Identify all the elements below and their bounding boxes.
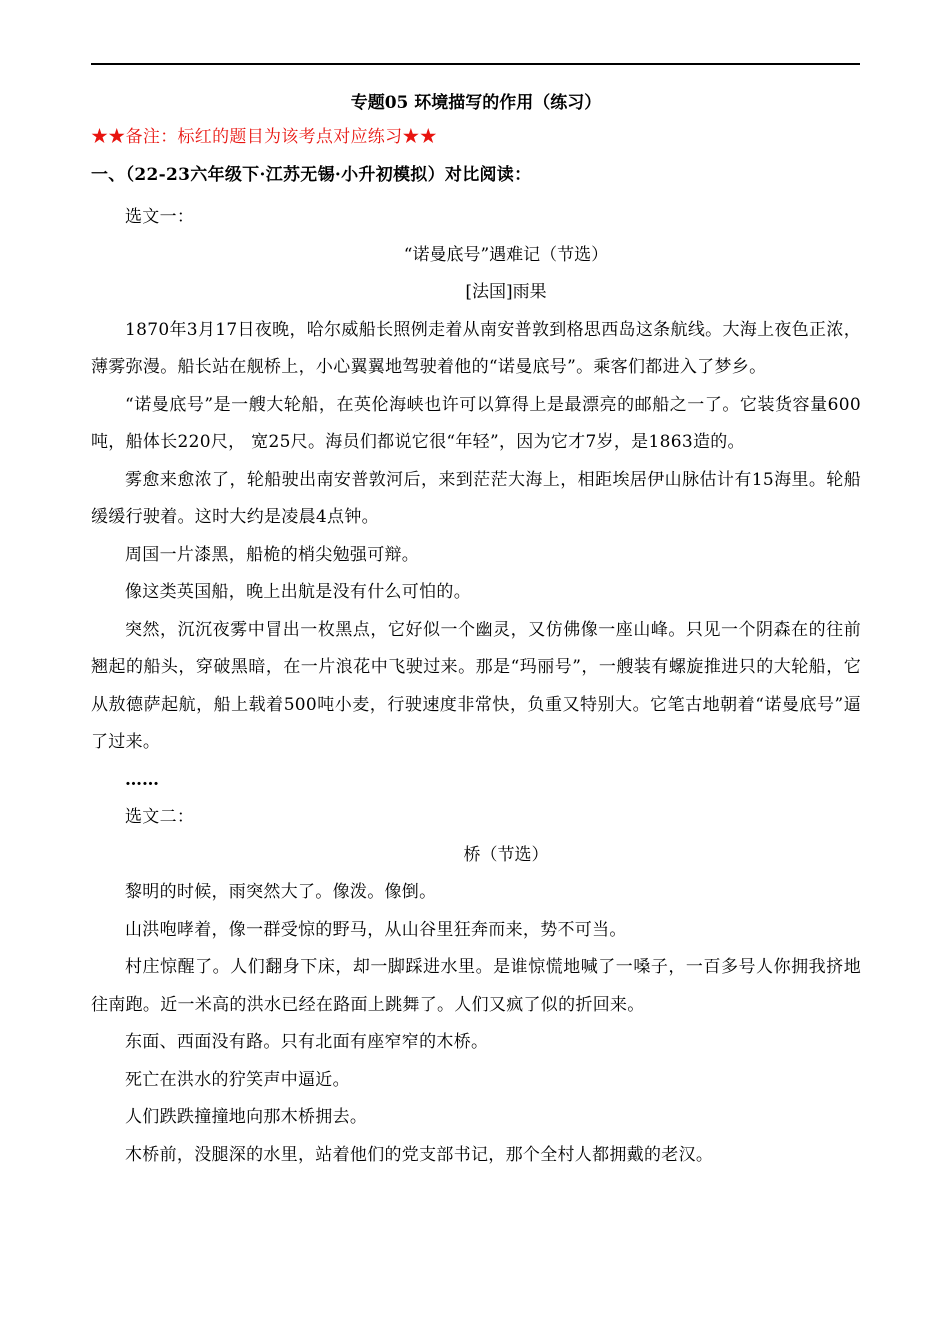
passage2-title: 桥（节选） — [463, 844, 549, 865]
passage2-paragraph: 山洪咆哮着，像一群受惊的野马，从山谷里狂奔而来，势不可当。 — [125, 919, 627, 940]
passage1-paragraph: 突然，沉沉夜雾中冒出一枚黑点，它好似一个幽灵，又仿佛像一座山峰。只见一个阴森在的往前翘起的船头，穿破黑暗，在一片浪花中飞驶过来。那是“玛丽号”，一艘装有螺旋推进只的大轮船，它从敖德萨起航，船上载着500吨小麦，行驶速度非常快，负重又特别大。它笔古地朝着“诺曼底号”逼了过来。 — [91, 619, 861, 752]
header-rule — [91, 63, 860, 65]
document-body — [91, 88, 861, 1174]
note-line: ★★备注：标红的题目为该考点对应练习★★ — [91, 127, 437, 147]
passage2-paragraph: 木桥前，没腿深的水里，站着他们的党支部书记，那个全村人都拥戴的老汉。 — [125, 1144, 714, 1165]
passage2-paragraph: 村庄惊醒了。人们翻身下床，却一脚踩进水里。是谁惊慌地喊了一嗓子，一百多号人你拥我挤地往南跑。近一米高的洪水已经在路面上跳舞了。人们又疯了似的折回来。 — [91, 957, 861, 1015]
passage2-paragraph: 黎明的时候，雨突然大了。像泼。像倒。 — [125, 882, 437, 902]
passage2-label: 选文二： — [125, 807, 195, 827]
passage1-title: “诺曼底号”遇难记（节选） — [403, 244, 609, 265]
passage1-author: [法国]雨果 — [465, 282, 547, 302]
passage1-label: 选文一： — [125, 207, 195, 227]
passage2-paragraph: 死亡在洪水的狞笑声中逼近。 — [125, 1069, 350, 1090]
ellipsis: …… — [125, 769, 159, 790]
passage1-paragraph: 1870年3月17日夜晚，哈尔威船长照例走着从南安普敦到格思西岛这条航线。大海上夜色正浓，薄雾弥漫。船长站在舰桥上，小心翼翼地驾驶着他的“诺曼底号”。乘客们都进入了梦乡。 — [91, 319, 861, 377]
passage1-paragraph: 雾愈来愈浓了，轮船驶出南安普敦河后，来到茫茫大海上，相距埃居伊山脉估计有15海里。轮船缓缓行驶着。这时大约是凌晨4点钟。 — [91, 469, 861, 527]
passage2-paragraph: 东面、西面没有路。只有北面有座窄窄的木桥。 — [125, 1032, 489, 1052]
passage1-paragraph: 像这类英国船，晚上出航是没有什么可怕的。 — [125, 582, 471, 602]
passage1-paragraph: 周国一片漆黑，船桅的梢尖勉强可辩。 — [125, 544, 420, 565]
question-heading: 一、（22-23六年级下·江苏无锡·小升初模拟）对比阅读： — [91, 164, 532, 185]
page-title: 专题05 环境描写的作用（练习） — [350, 93, 602, 113]
passage1-paragraph: “诺曼底号”是一艘大轮船，在英伦海峡也许可以算得上是最漂亮的邮船之一了。它装货容量600吨，船体长220尺， 宽25尺。海员们都说它很“年轻”，因为它才7岁，是1863造的。 — [91, 394, 861, 452]
passage2-paragraph: 人们跌跌撞撞地向那木桥拥去。 — [125, 1107, 368, 1127]
